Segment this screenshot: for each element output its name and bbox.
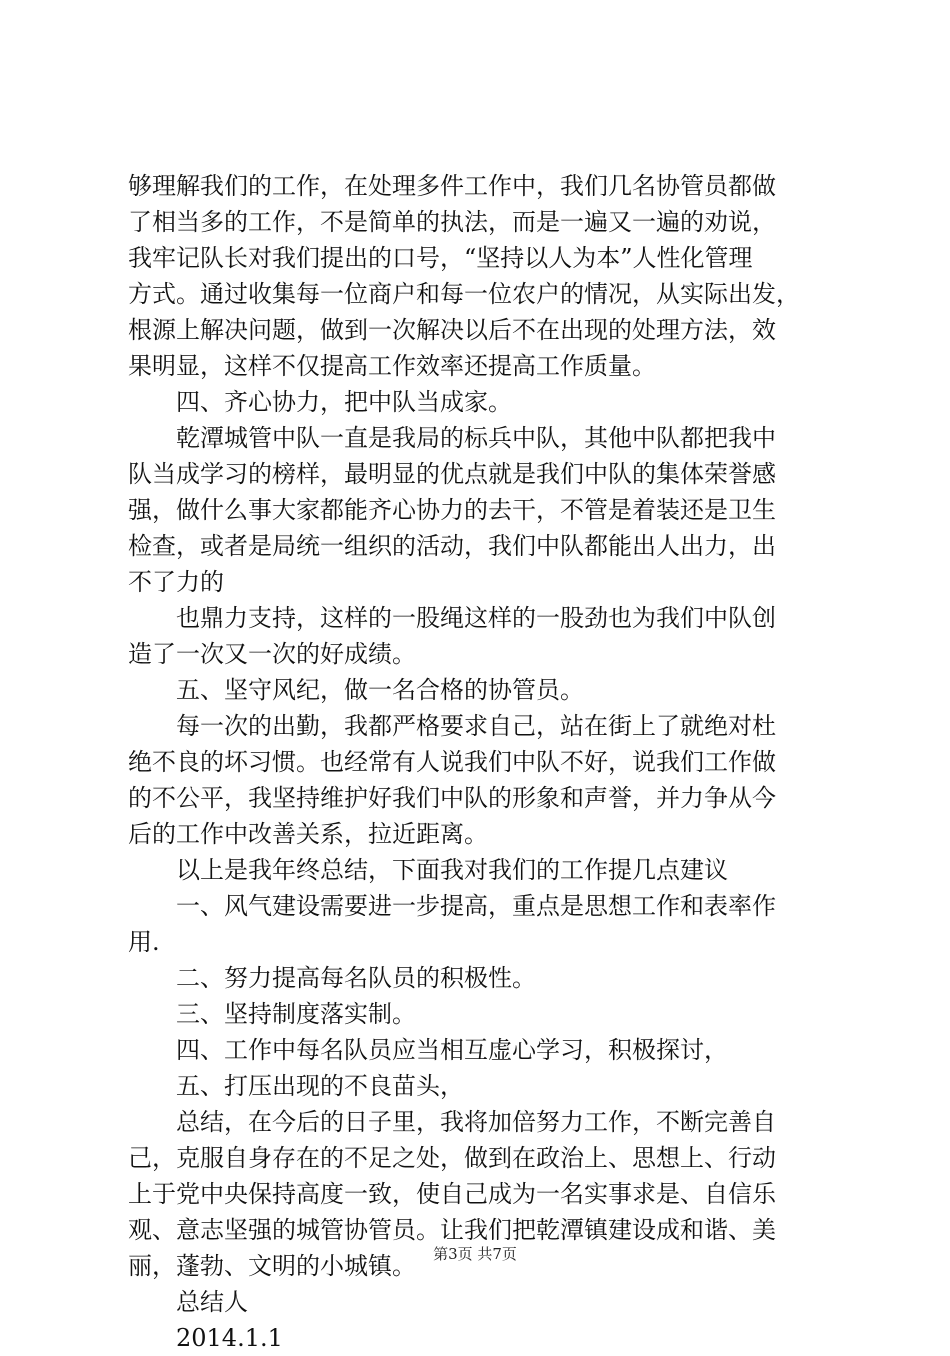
text-line: 一、风气建设需要进一步提高，重点是思想工作和表率作 <box>176 892 776 920</box>
text-line: 每一次的出勤，我都严格要求自己，站在街上了就绝对杜 <box>176 712 776 740</box>
text-line: 五、坚守风纪，做一名合格的协管员。 <box>176 676 584 704</box>
text-line: 总结，在今后的日子里，我将加倍努力工作，不断完善自 <box>176 1108 776 1136</box>
text-line: 观、意志坚强的城管协管员。让我们把乾潭镇建设成和谐、美 <box>128 1216 776 1244</box>
text-line: 己，克服自身存在的不足之处，做到在政治上、思想上、行动 <box>128 1144 776 1172</box>
text-line: 的不公平，我坚持维护好我们中队的形象和声誉，并力争从今 <box>128 784 776 812</box>
text-line: 检查，或者是局统一组织的活动，我们中队都能出人出力，出 <box>128 532 776 560</box>
text-line: 了相当多的工作，不是简单的执法，而是一遍又一遍的劝说， <box>128 208 776 236</box>
text-line: 四、工作中每名队员应当相互虚心学习，积极探讨， <box>176 1036 728 1064</box>
text-line: 造了一次又一次的好成绩。 <box>128 640 416 668</box>
text-line: 方式。通过收集每一位商户和每一位农户的情况，从实际出发， <box>128 280 800 308</box>
text-line: 不了力的 <box>128 568 224 596</box>
text-line: 乾潭城管中队一直是我局的标兵中队，其他中队都把我中 <box>176 424 776 452</box>
text-line: 2014.1.1 <box>176 1324 283 1352</box>
text-line: 强，做什么事大家都能齐心协力的去干，不管是着装还是卫生 <box>128 496 776 524</box>
text-line: 根源上解决问题，做到一次解决以后不在出现的处理方法，效 <box>128 316 776 344</box>
text-line: 果明显，这样不仅提高工作效率还提高工作质量。 <box>128 352 656 380</box>
text-line: 够理解我们的工作，在处理多件工作中，我们几名协管员都做 <box>128 172 776 200</box>
text-line: 后的工作中改善关系，拉近距离。 <box>128 820 488 848</box>
text-line: 队当成学习的榜样，最明显的优点就是我们中队的集体荣誉感 <box>128 460 776 488</box>
text-line: 也鼎力支持，这样的一股绳这样的一股劲也为我们中队创 <box>176 604 776 632</box>
page-footer: 第3页 共7页 <box>433 1245 517 1263</box>
text-line: 绝不良的坏习惯。也经常有人说我们中队不好，说我们工作做 <box>128 748 776 776</box>
text-line: 总结人 <box>176 1288 248 1316</box>
text-line: 用. <box>128 928 160 956</box>
text-line: 上于党中央保持高度一致，使自己成为一名实事求是、自信乐 <box>128 1180 776 1208</box>
text-line: 二、努力提高每名队员的积极性。 <box>176 964 536 992</box>
text-line: 丽，蓬勃、文明的小城镇。 <box>128 1252 416 1280</box>
text-line: 三、坚持制度落实制。 <box>176 1000 416 1028</box>
text-line: 四、齐心协力，把中队当成家。 <box>176 388 512 416</box>
text-line: 五、打压出现的不良苗头， <box>176 1072 464 1100</box>
document-body <box>128 168 838 1356</box>
text-line: 我牢记队长对我们提出的口号，“坚持以人为本”人性化管理 <box>128 244 753 272</box>
text-line: 以上是我年终总结，下面我对我们的工作提几点建议 <box>176 856 728 884</box>
